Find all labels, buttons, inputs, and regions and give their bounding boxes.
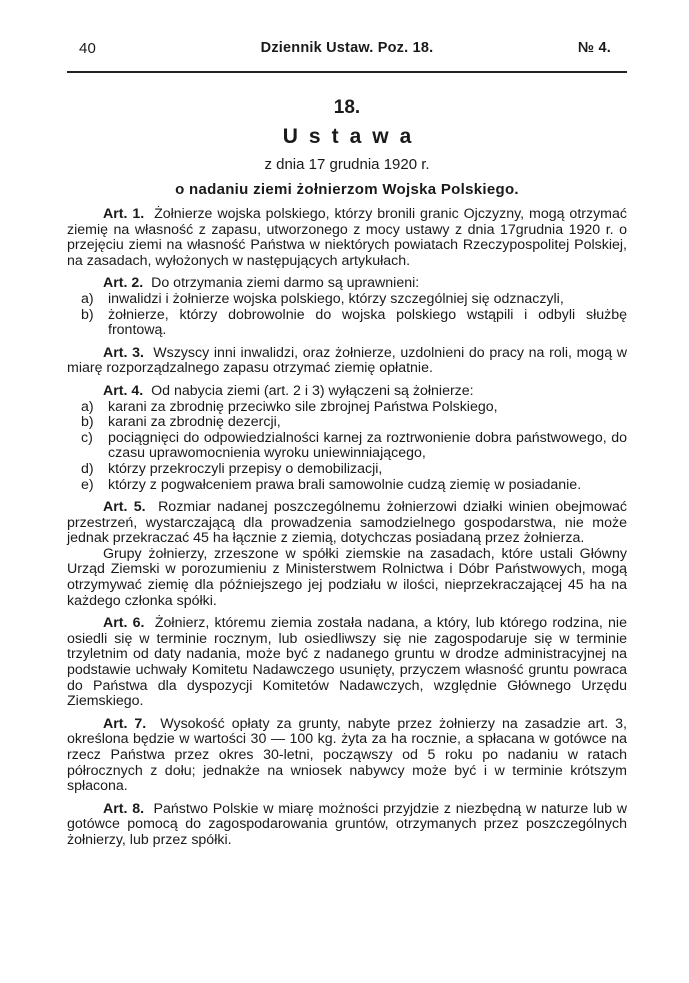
article-continuation: Grupy żołnierzy, zrzeszone w spółki ziemskie na zasadach, które ustali Główny Urząd Ziemski w porozumieniu z Ministerstwem Rolnictwa i Dóbr Państwowych, mogą otrzymywać ziemię dla późniejszego jej podziału w ilości, nieprzekraczającej 45 ha na każdego członka spółki. (67, 545, 627, 609)
article-label: Art. 3. (103, 344, 144, 361)
article-label: Art. 5. (103, 499, 146, 516)
act-type: Ustawa (282, 125, 423, 148)
act-body (67, 207, 627, 856)
position-number: 18. (333, 97, 361, 118)
article-2-list (67, 292, 627, 339)
list-item (67, 462, 627, 478)
article-text: Wszyscy inni inwalidzi, oraz żołnierze, uzdolnieni do pracy na roli, mogą w miarę rozporządzalnego zapasu otrzymać ziemię opłatnie. (67, 344, 627, 377)
list-item (67, 400, 627, 416)
article-text: Państwo Polskie w miarę możności przyjdzie z niezbędną w naturze lub w gotówce pomocą do zagospodarowania gruntów, otrzymanych przez poszczególnych żołnierzy, lub przez spółki. (67, 800, 627, 848)
running-header (67, 40, 627, 64)
article-label: Art. 1. (103, 206, 145, 222)
article-3 (67, 346, 627, 377)
list-text: którzy z pogwałceniem prawa brali samowolnie cudzą ziemię w posiadanie. (108, 476, 582, 493)
page-number: 40 (79, 40, 97, 57)
list-letter: c) (81, 429, 93, 446)
list-item (67, 292, 627, 308)
list-letter: a) (81, 290, 94, 307)
list-item (67, 478, 627, 494)
article-4 (67, 384, 627, 493)
list-text: żołnierze, którzy dobrowolnie do wojska polskiego wstąpili i odbyli służbę frontową. (108, 306, 627, 339)
article-label: Art. 4. (103, 382, 144, 399)
article-text: Rozmiar nadanej poszczególnemu żołnierzowi działki winien obejmować przestrzeń, wystarczającą dla prowadzenia samodzielnego gospodarstwa, nie może jednak przekraczać 45 ha łącznie z ziemią, dotychczas posiadaną przez żołnierza. (67, 499, 627, 547)
list-text: karani za zbrodnię przeciwko sile zbrojnej Państwa Polskiego, (108, 398, 498, 415)
act-date: z dnia 17 grudnia 1920 r. (264, 156, 430, 173)
list-item (67, 415, 627, 431)
list-text: karani za zbrodnię dezercji, (108, 414, 281, 431)
header-rule (67, 71, 627, 73)
article-label: Art. 8. (103, 800, 145, 817)
list-letter: d) (81, 460, 94, 477)
list-item (67, 431, 627, 462)
issue-number: № 4. (577, 40, 611, 56)
article-8 (67, 802, 627, 849)
article-6 (67, 616, 627, 710)
article-text: Od nabycia ziemi (art. 2 i 3) wyłączeni są żołnierze: (151, 382, 474, 399)
list-text: pociągnięci do odpowiedzialności karnej za roztrwonienie dobra państwowego, do czasu uprawomocnienia wyroku uniewinniającego, (108, 429, 627, 462)
article-label: Art. 6. (103, 615, 145, 632)
article-7 (67, 717, 627, 795)
list-text: którzy przekroczyli przepisy o demobilizacji, (108, 460, 383, 477)
article-text: Wysokość opłaty za grunty, nabyte przez żołnierzy na zasadzie art. 3, określona będzie w wartości 30 — 100 kg. żyta za ha rocznie, a spłacana w gotówce na rzecz Państwa przez okres 30-letni, począwszy od 5 roku po nadaniu w ratach półrocznych z dołu; jednakże na wniosek nabywcy może być i w terminie krótszym spłacona. (67, 715, 627, 795)
article-1 (67, 207, 627, 269)
article-2 (67, 276, 627, 338)
list-letter: b) (81, 306, 94, 323)
article-4-list (67, 400, 627, 494)
list-letter: e) (81, 476, 94, 493)
journal-title: Dziennik Ustaw. Poz. 18. (260, 40, 434, 56)
list-text: inwalidzi i żołnierze wojska polskiego, którzy szczególniej się odznaczyli, (108, 290, 564, 307)
article-label: Art. 7. (103, 715, 147, 732)
list-letter: b) (81, 414, 94, 431)
article-5 (67, 500, 627, 609)
list-letter: a) (81, 398, 94, 415)
article-text: Żołnierz, któremu ziemia została nadana, a który, lub którego rodzina, nie osiedli się w terminie rocznym, lub osiedliwszy się nie zagospodaruje się w terminie trzyletnim od daty nadania, może być z nadanego gruntu w drodze administracyjnej na podstawie uchwały Komitetu Nadawczego usunięty, przyczem własność gruntu powraca do Państwa dla dyspozycji Komitetów Nadawczych, względnie Głównego Urzędu Ziemskiego. (67, 615, 627, 710)
act-heading (67, 94, 627, 202)
article-text: Żołnierze wojska polskiego, którzy bronili granic Ojczyzny, mogą otrzymać ziemię na własność z zapasu, utworzonego z mocy ustawy z dnia 17grudnia 1920 r. o przejęciu ziemi na własność Państwa w niektórych powiatach Rzeczypospolitej Polskiej, na zasadach, wyłożonych w następujących artykułach. (67, 206, 627, 269)
list-item (67, 308, 627, 339)
article-text: Do otrzymania ziemi darmo są uprawnieni: (151, 275, 420, 292)
article-label: Art. 2. (103, 275, 144, 292)
act-title: o nadaniu ziemi żołnierzom Wojska Polskiego. (175, 181, 519, 198)
